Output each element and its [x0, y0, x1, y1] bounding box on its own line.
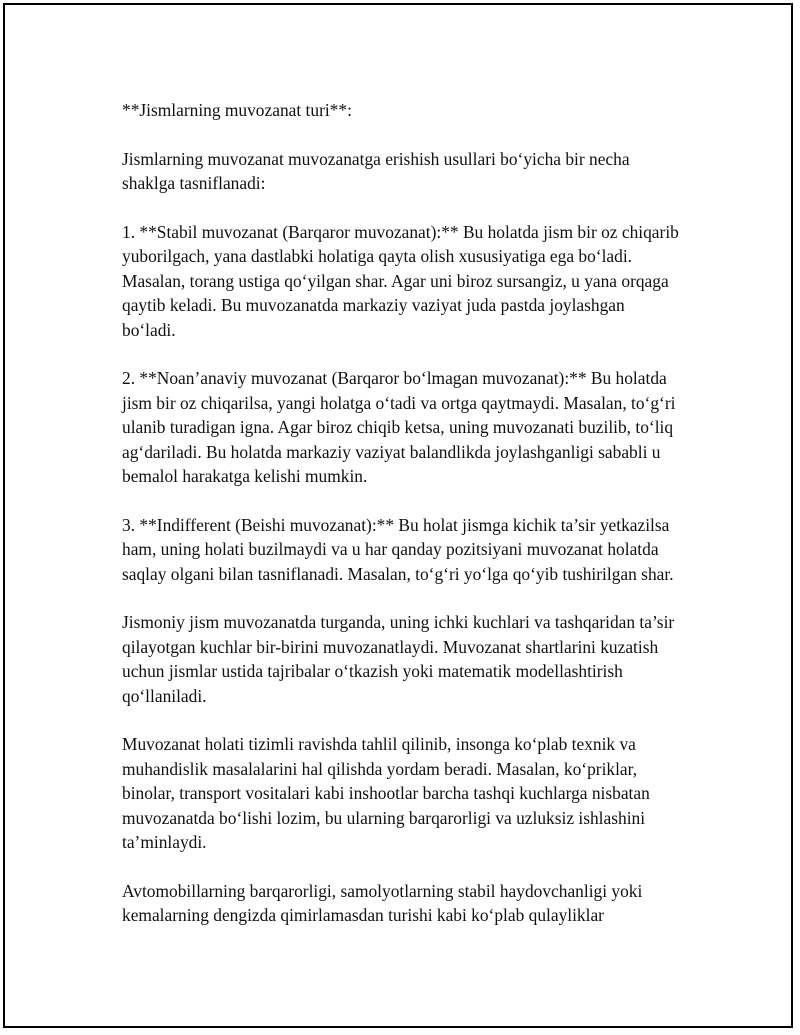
paragraph-forces-balance: Jismoniy jism muvozanatda turganda, uning ichki kuchlari va tashqaridan ta’sir qilayotgan kuchlar bir-birini muvozanatlaydi. Muvozanat shartlarini kuzatish uchun jismlar ustida tajribalar o‘tkazish yoki matematik modellashtirish qo‘llaniladi.	[122, 612, 675, 706]
paragraph-indifferent-equilibrium: 3. **Indifferent (Beishi muvozanat):** Bu holat jismga kichik ta’sir yetkazilsa ham, uning holati buzilmaydi va u har qanday pozitsiyani muvozanat holatda saqlay olgani bilan tasniflanadi. Masalan, to‘g‘ri yo‘lga qo‘yib tushirilgan shar.	[122, 514, 674, 584]
document-body	[122, 98, 682, 952]
paragraph-vehicle-stability: Avtomobillarning barqarorligi, samolyotlarning stabil haydovchanligi yoki kemalarning dengizda qimirlamasdan turishi kabi ko‘plab qulayliklar	[122, 880, 643, 926]
paragraph-intro: Jismlarning muvozanat muvozanatga erishish usullari bo‘yicha bir necha shaklga tasniflanadi:	[122, 148, 630, 194]
paragraph-unstable-equilibrium: 2. **Noan’anaviy muvozanat (Barqaror bo‘lmagan muvozanat):** Bu holatda jism bir oz chiqarilsa, yangi holatga o‘tadi va ortga qaytmaydi. Masalan, to‘g‘ri ulanib turadigan igna. Agar biroz chiqib ketsa, uning muvozanati buzilib, to‘liq ag‘dariladi. Bu holatda markaziy vaziyat balandlikda joylashganligi sababli u bemalol harakatga kelishi mumkin.	[122, 368, 676, 487]
paragraph-engineering-application: Muvozanat holati tizimli ravishda tahlil qilinib, insonga ko‘plab texnik va muhandislik masalalarini hal qilishda yordam beradi. Masalan, ko‘priklar, binolar, transport vositalari kabi inshootlar barcha tashqi kuchlarga nisbatan muvozanatda bo‘lishi lozim, bu ularning barqarorligi va uzluksiz ishlashini ta’minlaydi.	[122, 734, 650, 853]
document-heading: **Jismlarning muvozanat turi**:	[122, 100, 352, 120]
document-page	[3, 3, 793, 1028]
paragraph-stable-equilibrium: 1. **Stabil muvozanat (Barqaror muvozanat):** Bu holatda jism bir oz chiqarib yuborilgach, yana dastlabki holatiga qayta olish xususiyatiga ega bo‘ladi. Masalan, torang ustiga qo‘yilgan shar. Agar uni biroz sursangiz, u yana orqaga qaytib keladi. Bu muvozanatda markaziy vaziyat juda pastda joylashgan bo‘ladi.	[122, 222, 679, 340]
